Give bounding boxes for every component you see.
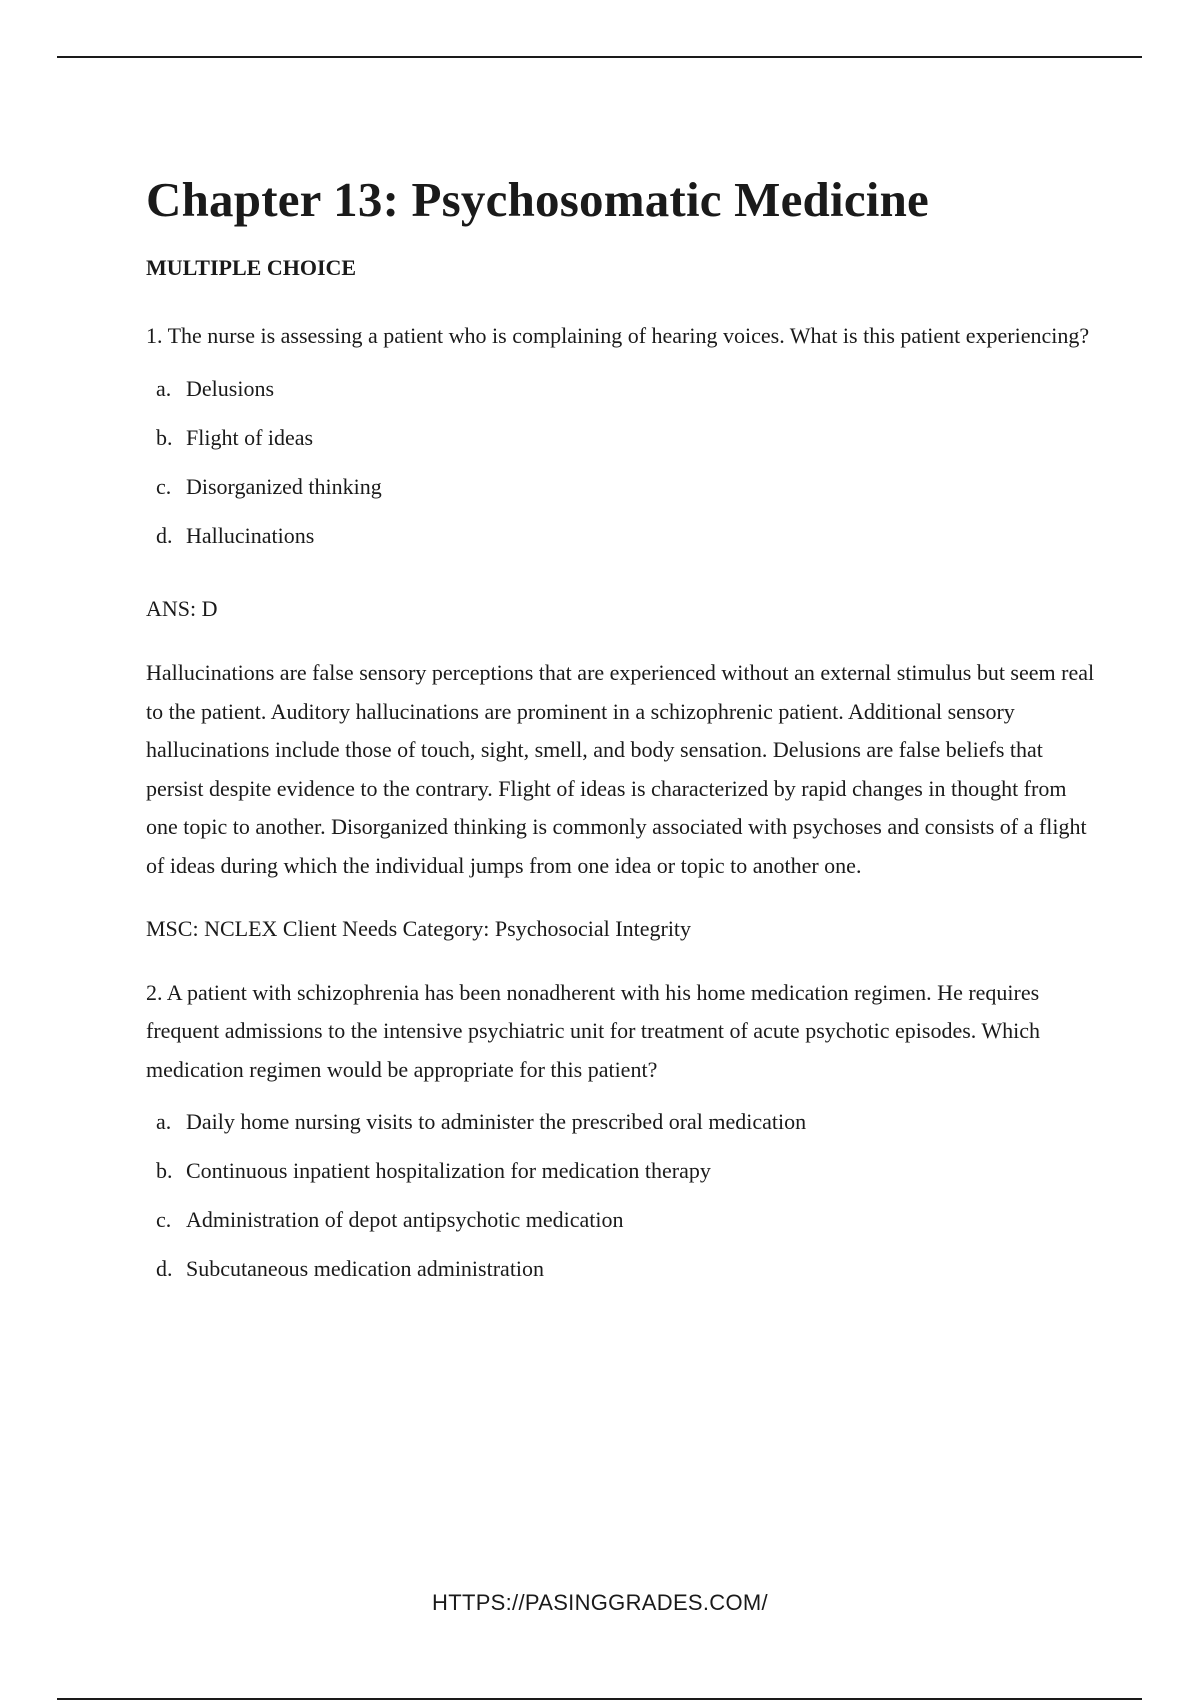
question-2-text: 2. A patient with schizophrenia has been nonadherent with his home medication regimen. He requires frequent admissions to the intensive psychiatric unit for treatment of acute psychotic episodes. Which medication regimen would be appropriate for this patient? — [146, 979, 1041, 1082]
option-text: Daily home nursing visits to administer the prescribed oral medication — [186, 1109, 807, 1134]
option-item — [146, 423, 1096, 472]
question-1-answer: ANS: D — [146, 595, 218, 621]
option-letter: c. — [156, 473, 172, 499]
option-letter: d. — [156, 522, 173, 548]
question-1-msc: MSC: NCLEX Client Needs Category: Psychosocial Integrity — [146, 916, 692, 941]
option-text: Continuous inpatient hospitalization for medication therapy — [186, 1158, 711, 1183]
option-item — [146, 374, 1096, 423]
option-text: Subcutaneous medication administration — [186, 1256, 545, 1281]
option-letter: b. — [156, 424, 173, 450]
option-text: Hallucinations — [186, 522, 315, 548]
option-text: Delusions — [186, 375, 274, 401]
option-letter: c. — [156, 1207, 172, 1232]
section-heading: MULTIPLE CHOICE — [146, 255, 357, 280]
question-2-options — [146, 1107, 1096, 1303]
top-rule — [57, 56, 1142, 58]
option-letter: b. — [156, 1158, 173, 1183]
option-item — [146, 1156, 1096, 1205]
question-1-text: 1. The nurse is assessing a patient who is complaining of hearing voices. What is this patient experiencing? — [146, 323, 1090, 348]
option-letter: a. — [156, 1109, 172, 1134]
question-1-options — [146, 374, 1096, 570]
option-item — [146, 1107, 1096, 1156]
page-content — [146, 170, 1096, 1303]
question-1-rationale: Hallucinations are false sensory perceptions that are experienced without an external stimulus but seem real to the patient. Auditory hallucinations are prominent in a schizophrenic patient. Additional sensory hallucinations include those of touch, sight, smell, and body sensation. Delusions are false beliefs that persist despite evidence to the contrary. Flight of ideas is characterized by rapid changes in thought from one topic to another. Disorganized thinking is commonly associated with psychoses and consists of a flight of ideas during which the individual jumps from one idea or topic to another one. — [146, 660, 1095, 878]
option-letter: a. — [156, 375, 172, 401]
option-text: Disorganized thinking — [186, 473, 382, 499]
footer-url: HTTPS://PASINGGRADES.COM/ — [432, 1590, 768, 1615]
option-text: Administration of depot antipsychotic medication — [186, 1207, 624, 1232]
option-item — [146, 472, 1096, 521]
option-item — [146, 521, 1096, 570]
option-item — [146, 1205, 1096, 1254]
option-letter: d. — [156, 1256, 173, 1281]
chapter-title: Chapter 13: Psychosomatic Medicine — [146, 172, 929, 227]
option-item — [146, 1254, 1096, 1303]
option-text: Flight of ideas — [186, 424, 314, 450]
